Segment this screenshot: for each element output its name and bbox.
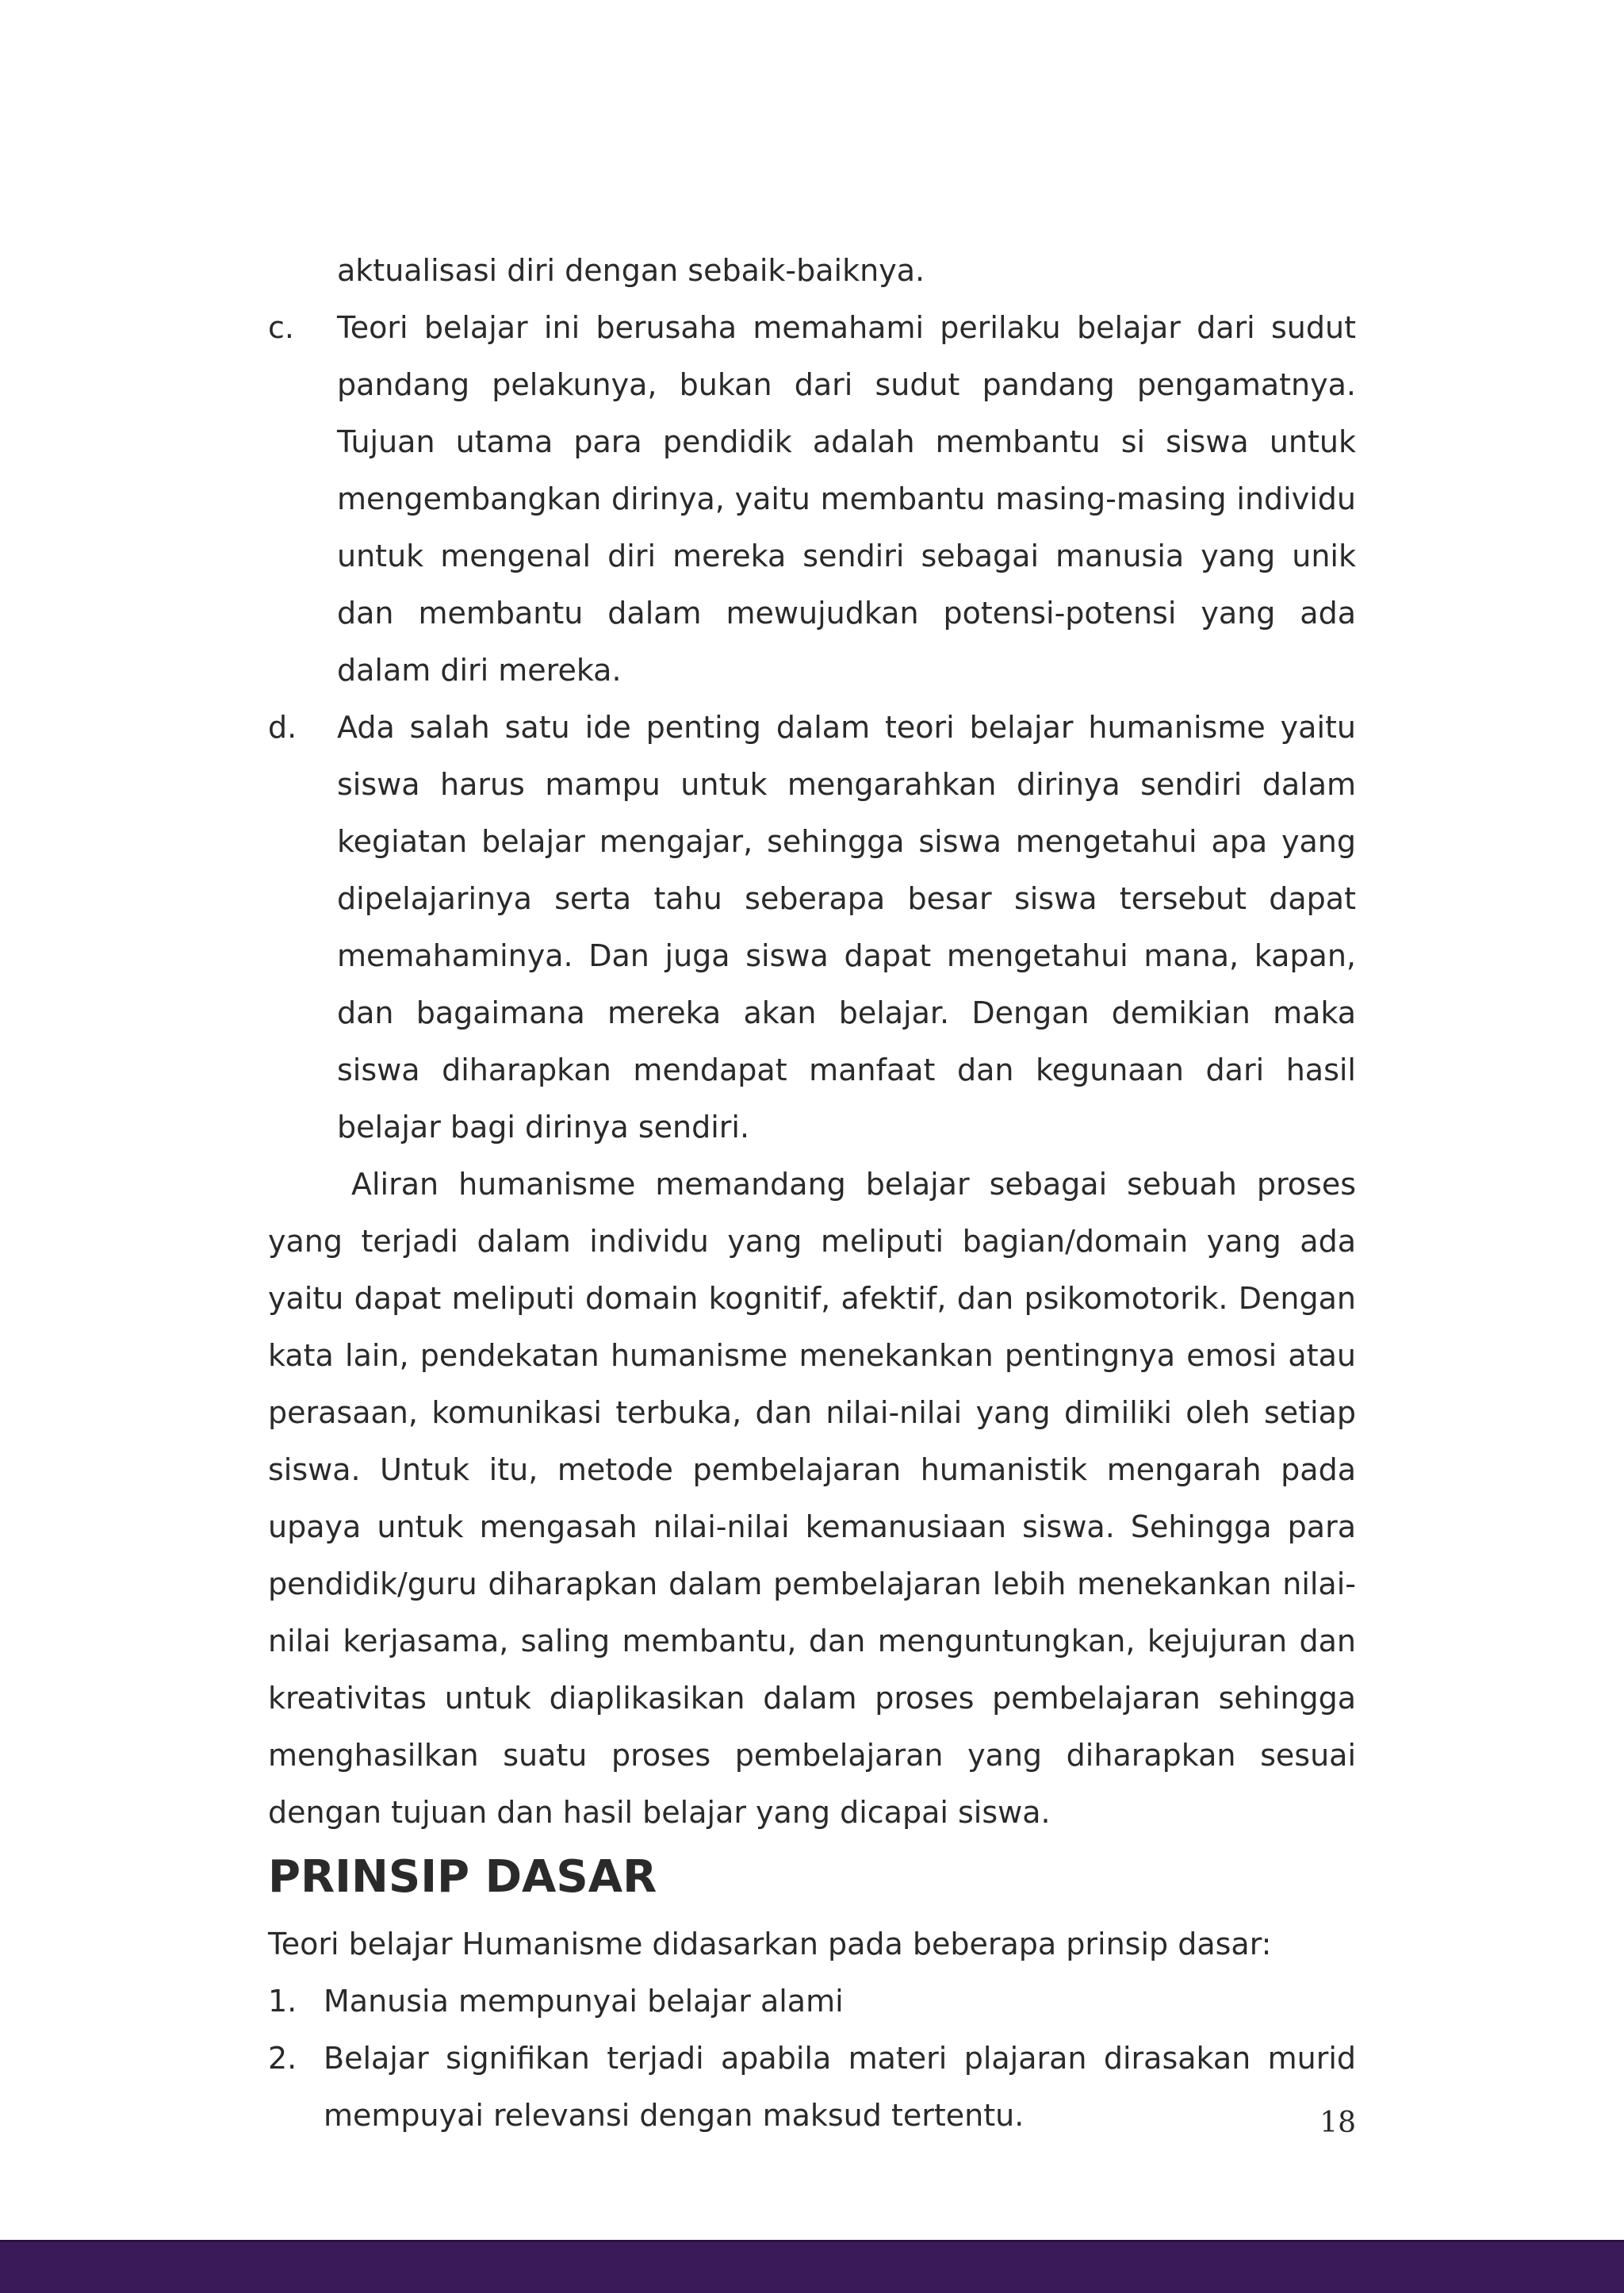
list-item-text: Belajar signifikan terjadi apabila materi plajaran dirasakan murid mempuyai relevansi dengan maksud tertentu.: [324, 2041, 1356, 2133]
list-marker: 1.: [268, 1984, 297, 2019]
page-content: [268, 242, 1356, 2144]
list-marker: 2.: [268, 2041, 297, 2076]
section-heading: PRINSIP DASAR: [268, 1851, 657, 1903]
page-number: 18: [1320, 2107, 1356, 2139]
list-item-text: Manusia mempunyai belajar alami: [324, 1984, 844, 2019]
section-intro: Teori belajar Humanisme didasarkan pada beberapa prinsip dasar:: [268, 1927, 1272, 1961]
footer-bar: [0, 2240, 1624, 2293]
list-marker: c.: [268, 310, 294, 345]
list-item-text: Teori belajar ini berusaha memahami perilaku belajar dari sudut pandang pelakunya, bukan dari sudut pandang pengamatnya. Tujuan utama para pendidik adalah membantu si siswa untuk mengembangkan dirinya, yaitu membantu masing-masing individu untuk mengenal diri mereka sendiri sebagai manusia yang unik dan membantu dalam mewujudkan potensi-potensi yang ada dalam diri mereka.: [337, 310, 1356, 688]
numbered-item-2: [268, 2030, 1356, 2144]
continuation-text: aktualisasi diri dengan sebaik-baiknya.: [337, 253, 925, 288]
list-marker: d.: [268, 710, 297, 745]
numbered-item-1: [268, 1973, 1356, 2030]
list-item-d: [268, 699, 1356, 1156]
list-item-c: [268, 299, 1356, 699]
list-item-text: Ada salah satu ide penting dalam teori belajar humanisme yaitu siswa harus mampu untuk mengarahkan dirinya sendiri dalam kegiatan belajar mengajar, sehingga siswa mengetahui apa yang dipelajarinya serta tahu seberapa besar siswa tersebut dapat memahaminya. Dan juga siswa dapat mengetahui mana, kapan, dan bagaimana mereka akan belajar. Dengan demikian maka siswa diharapkan mendapat manfaat dan kegunaan dari hasil belajar bagi dirinya sendiri.: [337, 710, 1356, 1145]
body-paragraph: Aliran humanisme memandang belajar sebagai sebuah proses yang terjadi dalam individu yang meliputi bagian/domain yang ada yaitu dapat meliputi domain kognitif, afektif, dan psikomotorik. Dengan kata lain, pendekatan humanisme menekankan pentingnya emosi atau perasaan, komunikasi terbuka, dan nilai-nilai yang dimiliki oleh setiap siswa. Untuk itu, metode pembelajaran humanistik mengarah pada upaya untuk mengasah nilai-nilai kemanusiaan siswa. Sehingga para pendidik/guru diharapkan dalam pembelajaran lebih menekankan nilai-nilai kerjasama, saling membantu, dan menguntungkan, kejujuran dan kreativitas untuk diaplikasikan dalam proses pembelajaran sehingga menghasilkan suatu proses pembelajaran yang diharapkan sesuai dengan tujuan dan hasil belajar yang dicapai siswa.: [268, 1167, 1356, 1830]
